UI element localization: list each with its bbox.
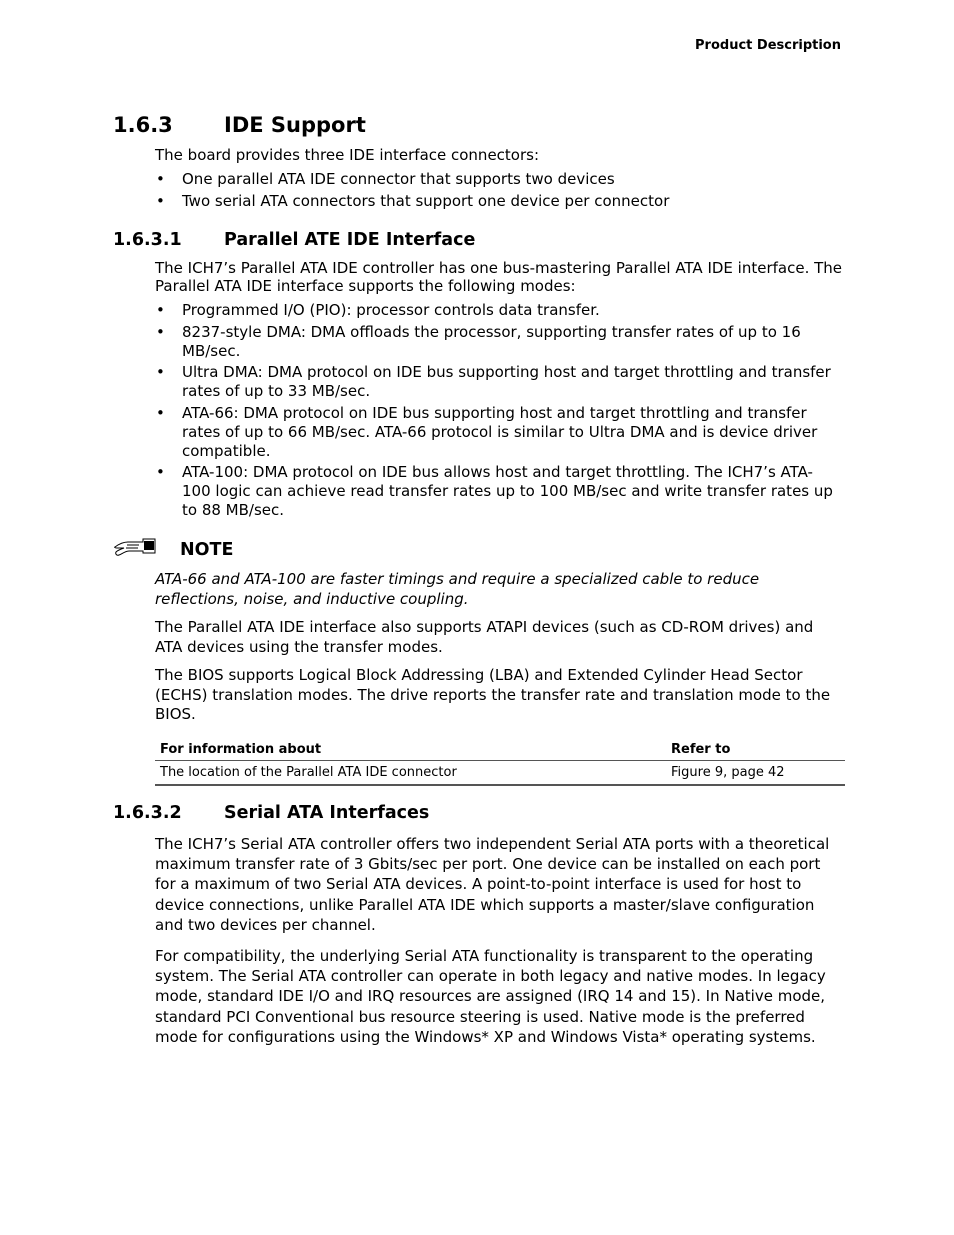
bios-paragraph: The BIOS supports Logical Block Addressing (LBA) and Extended Cylinder Head Sector (ECHS) translation modes. The drive reports the transfer rate and translation mode to the BIOS. [155, 666, 831, 723]
note-hand-icon [113, 535, 157, 559]
table-header-row [155, 737, 845, 761]
table-cell: The location of the Parallel ATA IDE connector [155, 761, 666, 786]
bullet-icon: • [156, 301, 165, 319]
list-item: • Two serial ATA connectors that support one device per connector [156, 191, 670, 210]
bullet-icon: • [156, 170, 165, 188]
section-title: IDE Support [224, 113, 366, 137]
column-header: For information about [155, 737, 666, 761]
list-item: • Programmed I/O (PIO): processor controls data transfer. [156, 301, 600, 319]
section-heading-parallel-ata [113, 230, 475, 250]
ide-intro-paragraph: The board provides three IDE interface connectors: [155, 146, 540, 164]
bullet-icon: • [156, 191, 165, 210]
bullet-icon: • [156, 322, 165, 341]
list-item: • One parallel ATA IDE connector that supports two devices [156, 170, 615, 188]
section-number: 1.6.3.2 [113, 803, 182, 823]
bullet-icon: • [156, 363, 165, 381]
bullet-icon: • [156, 403, 165, 422]
section-heading-ide-support [113, 113, 366, 137]
section-title: Parallel ATE IDE Interface [224, 230, 476, 250]
list-item: • ATA-100: DMA protocol on IDE bus allows host and target throttling. The ICH7’s ATA-100 logic can achieve read transfer rates up to 100 MB/sec and write transfer rates up to 88 MB/sec. [156, 463, 833, 519]
note-label: NOTE [180, 540, 234, 560]
table-row [155, 761, 845, 786]
list-item: • ATA-66: DMA protocol on IDE bus supporting host and target throttling and transfer rates of up to 66 MB/sec. ATA-66 protocol is similar to Ultra DMA and is device driver compatible. [156, 403, 818, 460]
transfer-modes-list [155, 301, 840, 520]
section-heading-serial-ata [113, 803, 429, 823]
list-item: • Ultra DMA: DMA protocol on IDE bus supporting host and target throttling and transfer rates of up to 33 MB/sec. [156, 363, 831, 400]
section-number: 1.6.3 [113, 113, 173, 137]
column-header: Refer to [666, 737, 845, 761]
reference-table [155, 737, 845, 786]
bullet-icon: • [156, 463, 165, 481]
running-header: Product Description [695, 38, 841, 53]
ide-connector-list [155, 170, 840, 211]
atapi-paragraph: The Parallel ATA IDE interface also supports ATAPI devices (such as CD-ROM drives) and ATA devices using the transfer modes. [155, 618, 814, 656]
section-title: Serial ATA Interfaces [224, 803, 430, 823]
note-text: ATA-66 and ATA-100 are faster timings and require a specialized cable to reduce reflections, noise, and inductive coupling. [155, 570, 760, 609]
list-item: • 8237-style DMA: DMA offloads the processor, supporting transfer rates of up to 16 MB/sec. [156, 322, 801, 360]
table-cell: Figure 9, page 42 [666, 761, 845, 786]
section-number: 1.6.3.1 [113, 230, 182, 250]
serial-ata-paragraph-2: For compatibility, the underlying Serial ATA functionality is transparent to the operating system. The Serial ATA controller can operate in both legacy and native modes. In legacy mode, standard IDE I/O and IRQ resources are assigned (IRQ 14 and 15). In Native mode, standard PCI Conventional bus resource steering is used. Native mode is the preferred mode for configurations using the Windows* XP and Windows Vista* operating systems. [155, 947, 826, 1046]
parallel-ata-intro-paragraph: The ICH7’s Parallel ATA IDE controller has one bus-mastering Parallel ATA IDE interface. The Parallel ATA IDE interface supports the following modes: [155, 259, 843, 295]
serial-ata-paragraph-1: The ICH7’s Serial ATA controller offers two independent Serial ATA ports with a theoretical maximum transfer rate of 3 Gbits/sec per port. One device can be installed on each port for a maximum of two Serial ATA devices. A point-to-point interface is used for host to device connections, unlike Parallel ATA IDE which supports a master/slave configuration and two devices per channel. [155, 835, 830, 934]
